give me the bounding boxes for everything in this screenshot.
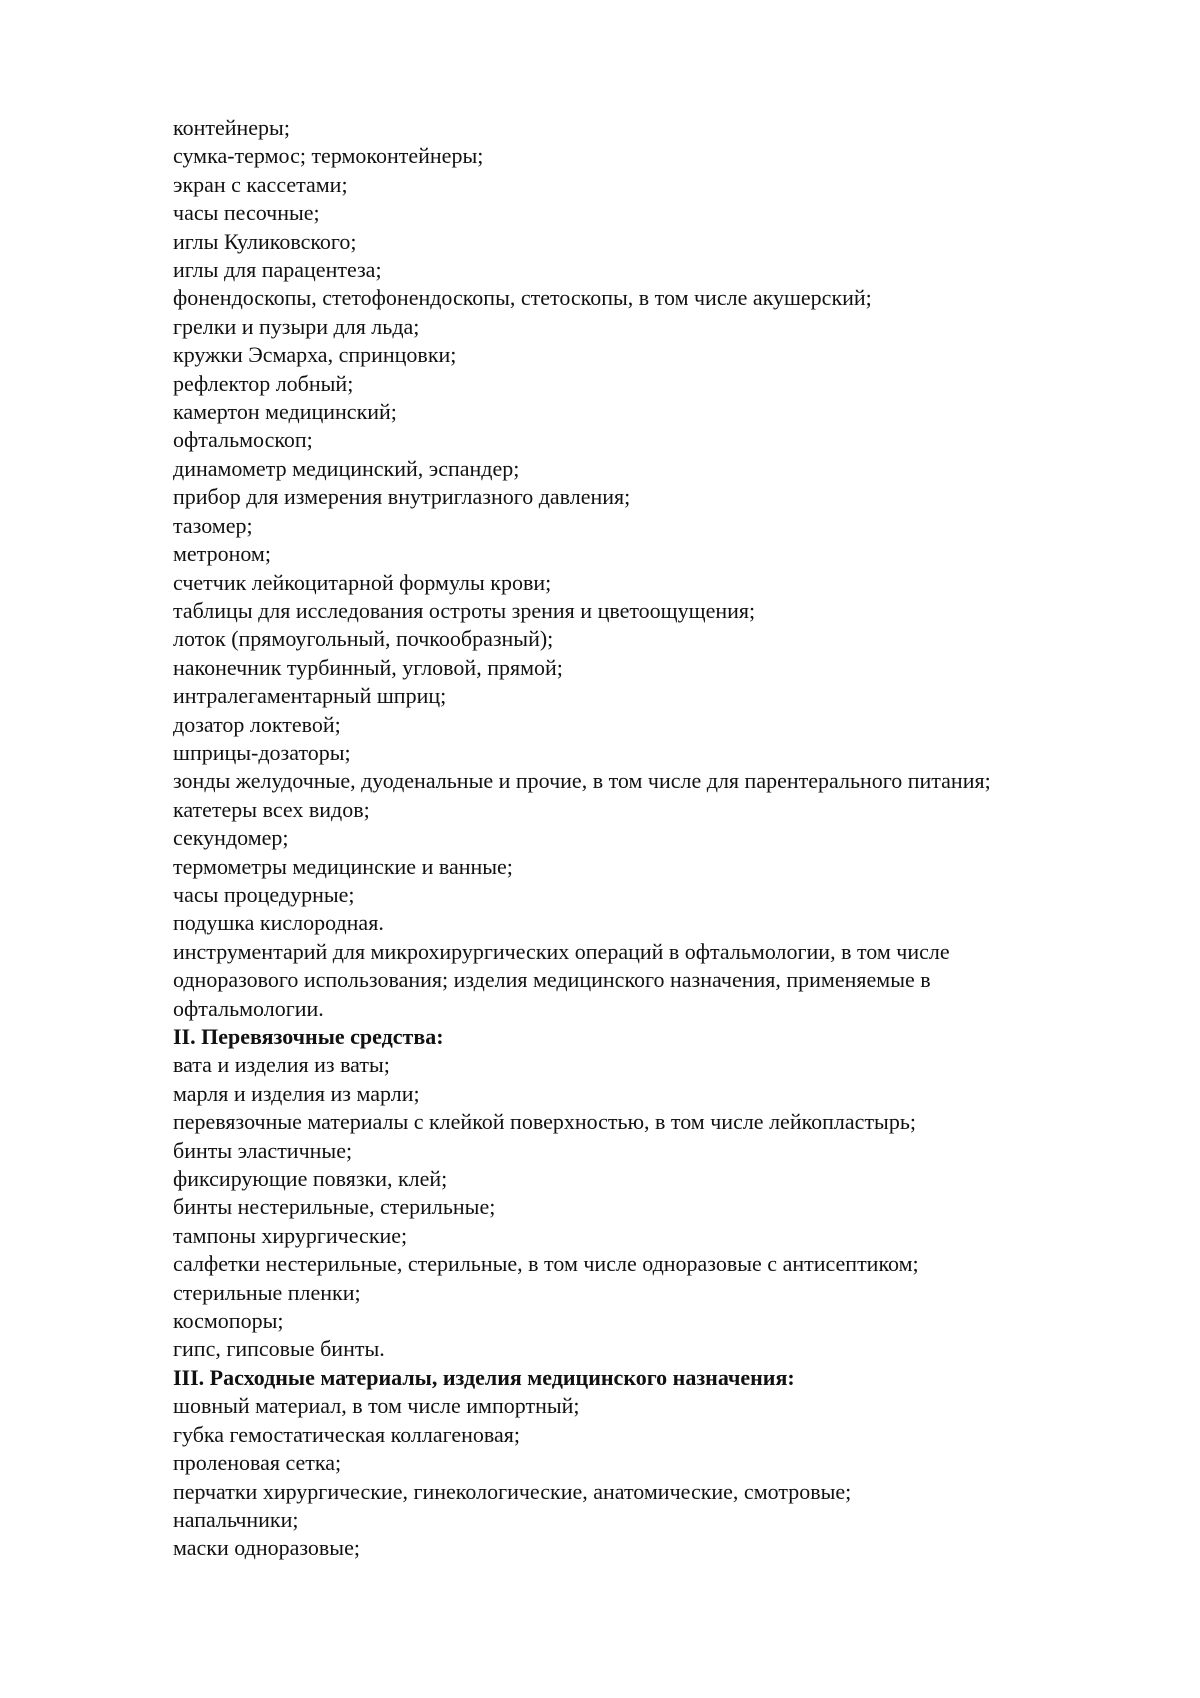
list-item: сумка-термос; термоконтейнеры;	[173, 143, 484, 169]
list-item: перевязочные материалы с клейкой поверхностью, в том числе лейкопластырь;	[173, 1109, 916, 1135]
section-3-heading: III. Расходные материалы, изделия медицинского назначения:	[173, 1364, 795, 1390]
section-2-heading: II. Перевязочные средства:	[173, 1024, 444, 1049]
list-item: салфетки нестерильные, стерильные, в том числе одноразовые с антисептиком;	[173, 1251, 919, 1277]
list-item: марля и изделия из марли;	[173, 1080, 420, 1106]
list-item: бинты эластичные;	[173, 1137, 353, 1163]
list-item: грелки и пузыри для льда;	[173, 313, 420, 339]
list-item: дозатор локтевой;	[173, 711, 341, 737]
list-item: наконечник турбинный, угловой, прямой;	[173, 654, 563, 680]
section-1-list	[173, 114, 1133, 1023]
list-item: лоток (прямоугольный, почкообразный);	[173, 626, 554, 652]
list-item: тазомер;	[173, 512, 253, 538]
list-item: напальчники;	[173, 1506, 299, 1532]
section-3-list	[173, 1392, 1133, 1562]
list-item: иглы Куликовского;	[173, 228, 357, 254]
list-item: космопоры;	[173, 1308, 284, 1334]
section-2-list	[173, 1051, 1133, 1363]
list-item: динамометр медицинский, эспандер;	[173, 455, 520, 481]
list-item: фонендоскопы, стетофонендоскопы, стетоскопы, в том числе акушерский;	[173, 285, 872, 311]
list-item: фиксирующие повязки, клей;	[173, 1166, 448, 1192]
list-item: кружки Эсмарха, спринцовки;	[173, 342, 457, 368]
list-item: рефлектор лобный;	[173, 370, 354, 396]
list-item: перчатки хирургические, гинекологические, анатомические, смотровые;	[173, 1478, 852, 1504]
list-item: гипс, гипсовые бинты.	[173, 1336, 385, 1362]
list-item: губка гемостатическая коллагеновая;	[173, 1421, 520, 1447]
list-item: интралегаментарный шприц;	[173, 683, 447, 709]
list-item: маски одноразовые;	[173, 1535, 360, 1561]
list-item: термометры медицинские и ванные;	[173, 853, 513, 879]
list-item: счетчик лейкоцитарной формулы крови;	[173, 569, 552, 595]
list-item: тампоны хирургические;	[173, 1222, 408, 1248]
document-body	[173, 114, 1133, 1563]
list-item: прибор для измерения внутриглазного давления;	[173, 484, 631, 510]
list-item: иглы для парацентеза;	[173, 257, 382, 283]
list-item: подушка кислородная.	[173, 910, 384, 936]
list-item: таблицы для исследования остроты зрения и цветоощущения;	[173, 597, 756, 623]
list-item: камертон медицинский;	[173, 399, 397, 425]
list-item-long-line-1: инструментарий для микрохирургических операций в офтальмологии, в том числе	[173, 938, 950, 964]
list-item: часы процедурные;	[173, 881, 355, 907]
list-item: метроном;	[173, 541, 271, 567]
list-item: шовный материал, в том числе импортный;	[173, 1393, 580, 1419]
list-item: катетеры всех видов;	[173, 796, 370, 822]
list-item: секундомер;	[173, 825, 289, 851]
list-item: стерильные пленки;	[173, 1279, 361, 1305]
list-item: экран с кассетами;	[173, 171, 348, 197]
list-item-long-line-3: офтальмологии.	[173, 995, 324, 1021]
list-item-long-line-2: одноразового использования; изделия медицинского назначения, применяемые в	[173, 967, 931, 993]
list-item: бинты нестерильные, стерильные;	[173, 1194, 496, 1220]
list-item: вата и изделия из ваты;	[173, 1052, 390, 1078]
list-item: проленовая сетка;	[173, 1450, 342, 1476]
list-item: шприцы-дозаторы;	[173, 739, 351, 765]
list-item: часы песочные;	[173, 200, 320, 226]
list-item: зонды желудочные, дуоденальные и прочие, в том числе для парентерального питания;	[173, 768, 991, 794]
list-item: офтальмоскоп;	[173, 427, 313, 453]
list-item: контейнеры;	[173, 115, 290, 140]
